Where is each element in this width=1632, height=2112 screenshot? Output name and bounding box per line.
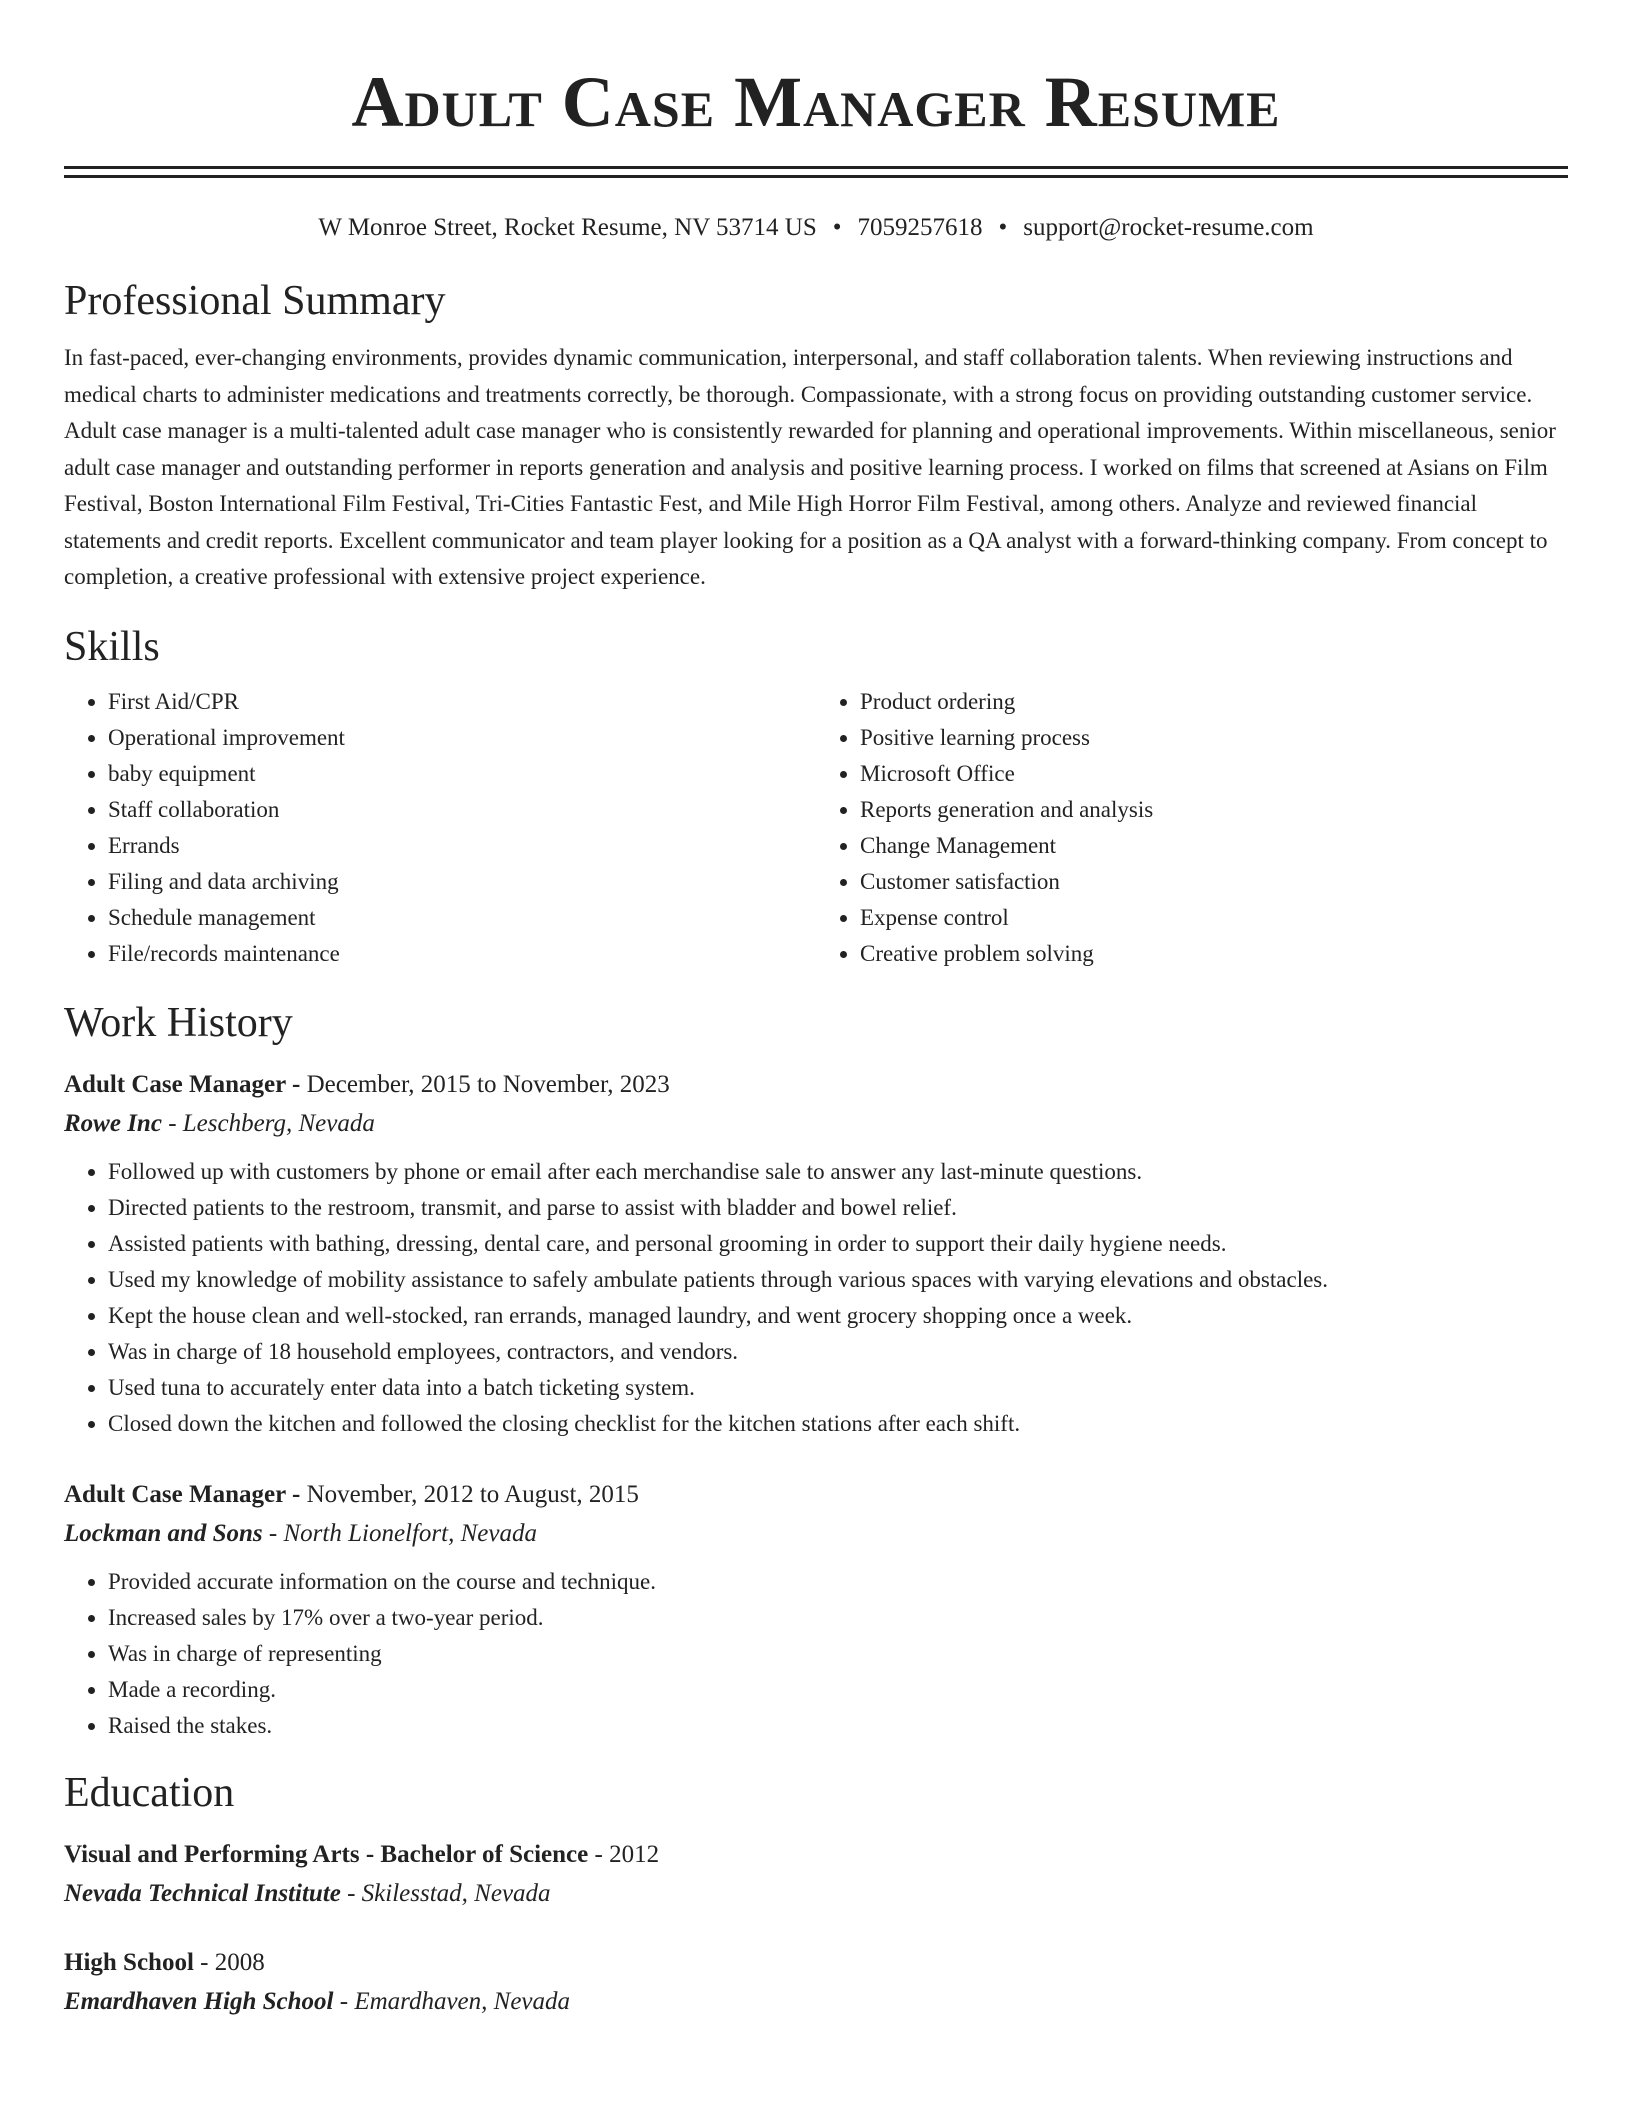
school-name: Nevada Technical Institute — [64, 1879, 341, 1907]
skill-item: • Operational improvement — [108, 720, 816, 756]
skill-item: • baby equipment — [108, 756, 816, 792]
company-line — [64, 1104, 1568, 1144]
job-bullet: • Increased sales by 17% over a two-year period. — [108, 1600, 1568, 1636]
company-location: - North Lionelfort, Nevada — [262, 1519, 537, 1547]
skills-columns — [64, 684, 1568, 972]
job-dates: November, 2012 to August, 2015 — [306, 1480, 639, 1508]
job-title: Adult Case Manager — [64, 1070, 286, 1098]
job-dash: - — [285, 1480, 307, 1508]
job-entry — [64, 1476, 1568, 1744]
skill-item: • Schedule management — [108, 900, 816, 936]
school-location: - Skilesstad, Nevada — [340, 1879, 551, 1907]
skill-item: • Expense control — [860, 900, 1568, 936]
skills-list-right — [816, 684, 1568, 972]
degree-name: Visual and Performing Arts - Bachelor of Science — [64, 1840, 589, 1868]
job-bullets — [64, 1154, 1568, 1442]
contact-line — [64, 212, 1568, 244]
job-bullet: • Assisted patients with bathing, dressing, dental care, and personal grooming in order to support their daily hygiene needs. — [108, 1226, 1568, 1262]
degree-line — [64, 1836, 1568, 1874]
job-bullet: • Was in charge of 18 household employees, contractors, and vendors. — [108, 1334, 1568, 1370]
skill-item: • Staff collaboration — [108, 792, 816, 828]
job-bullet: • Closed down the kitchen and followed the closing checklist for the kitchen stations after each shift. — [108, 1406, 1568, 1442]
job-bullet: • Used tuna to accurately enter data into a batch ticketing system. — [108, 1370, 1568, 1406]
skill-item: • Change Management — [860, 828, 1568, 864]
company-name: Rowe Inc — [64, 1109, 162, 1137]
school-line — [64, 1874, 1568, 1914]
company-line — [64, 1514, 1568, 1554]
job-entry — [64, 1066, 1568, 1442]
job-bullet: • Used my knowledge of mobility assistance to safely ambulate patients through various spaces with varying elevations and obstacles. — [108, 1262, 1568, 1298]
company-location: - Leschberg, Nevada — [161, 1109, 375, 1137]
degree-year: - 2008 — [193, 1948, 265, 1976]
job-title-line — [64, 1476, 1568, 1514]
summary-text: In fast-paced, ever-changing environments, provides dynamic communication, interpersonal, and staff collaboration talents. When reviewing instructions and medical charts to administer medications and treatments correctly, be thorough. Compassionate, with a strong focus on providing outstanding customer service. Adult case manager is a multi-talented adult case manager who is consistently rewarded for planning and operational improvements. Within miscellaneous, senior adult case manager and outstanding performer in reports generation and analysis and positive learning process. I worked on films that screened at Asians on Film Festival, Boston International Film Festival, Tri-Cities Fantastic Fest, and Mile High Horror Film Festival, among others. Analyze and reviewed financial statements and credit reports. Excellent communicator and team player looking for a position as a QA analyst with a forward-thinking company. From concept to completion, a creative professional with extensive project experience. — [64, 345, 1556, 589]
contact-separator: • — [832, 214, 842, 241]
school-location: - Emardhaven, Nevada — [333, 1987, 571, 2015]
skill-item: • Errands — [108, 828, 816, 864]
skill-item: • Customer satisfaction — [860, 864, 1568, 900]
skill-item: • Filing and data archiving — [108, 864, 816, 900]
education-entry — [64, 1944, 1568, 2022]
degree-year: - 2012 — [588, 1840, 660, 1868]
degree-name: High School — [64, 1948, 194, 1976]
title-rule-thick — [64, 166, 1568, 169]
job-bullet: • Kept the house clean and well-stocked, ran errands, managed laundry, and went grocery shopping once a week. — [108, 1298, 1568, 1334]
skill-item: • Reports generation and analysis — [860, 792, 1568, 828]
skill-item: • First Aid/CPR — [108, 684, 816, 720]
education-heading: Education — [64, 1769, 235, 1816]
job-bullet: • Followed up with customers by phone or email after each merchandise sale to answer any last-minute questions. — [108, 1154, 1568, 1190]
contact-address: W Monroe Street, Rocket Resume, NV 53714 US — [318, 214, 817, 241]
degree-line — [64, 1944, 1568, 1982]
skill-item: • Creative problem solving — [860, 936, 1568, 972]
skill-item: • Microsoft Office — [860, 756, 1568, 792]
skills-list-left — [64, 684, 816, 972]
skill-item: • File/records maintenance — [108, 936, 816, 972]
contact-phone: 7059257618 — [857, 214, 983, 241]
education-entry — [64, 1836, 1568, 1914]
job-title-line — [64, 1066, 1568, 1104]
job-bullet: • Was in charge of representing — [108, 1636, 1568, 1672]
company-name: Lockman and Sons — [64, 1519, 263, 1547]
skills-heading: Skills — [64, 623, 160, 670]
resume-page — [64, 0, 1568, 2022]
skill-item: • Product ordering — [860, 684, 1568, 720]
skill-item: • Positive learning process — [860, 720, 1568, 756]
job-dash: - — [285, 1070, 307, 1098]
job-bullet: • Made a recording. — [108, 1672, 1568, 1708]
title-rule-thin — [64, 175, 1568, 178]
contact-separator: • — [998, 214, 1008, 241]
school-name: Emardhaven High School — [64, 1987, 334, 2015]
work-history-heading: Work History — [64, 999, 293, 1046]
job-bullet: • Raised the stakes. — [108, 1708, 1568, 1744]
job-bullet: • Directed patients to the restroom, transmit, and parse to assist with bladder and bowel relief. — [108, 1190, 1568, 1226]
job-bullet: • Provided accurate information on the course and technique. — [108, 1564, 1568, 1600]
resume-title: Adult Case Manager Resume — [351, 62, 1281, 142]
contact-email: support@rocket-resume.com — [1023, 214, 1314, 241]
summary-heading: Professional Summary — [64, 278, 446, 324]
job-dates: December, 2015 to November, 2023 — [306, 1070, 670, 1098]
school-line — [64, 1982, 1568, 2022]
job-title: Adult Case Manager — [64, 1480, 286, 1508]
job-bullets — [64, 1564, 1568, 1744]
